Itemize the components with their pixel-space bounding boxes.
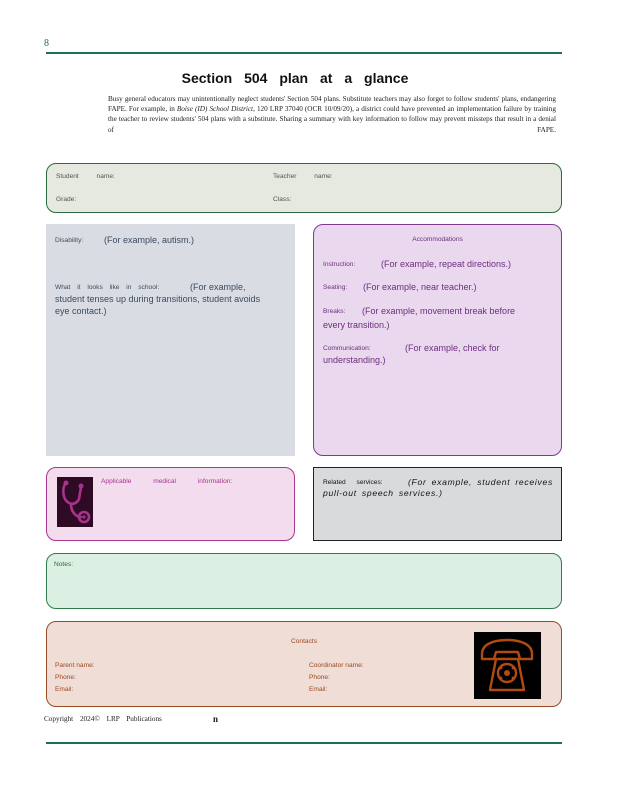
in-school-label: What it looks like in school: <box>55 284 160 291</box>
coordinator-phone-label: Phone: <box>309 674 330 681</box>
telephone-icon <box>474 632 541 699</box>
student-info-box <box>46 163 562 213</box>
page-number: 8 <box>44 38 49 49</box>
communication-label: Communication: <box>323 345 371 352</box>
footer-mark: n <box>213 714 219 724</box>
coordinator-email-label: Email: <box>309 686 328 693</box>
instruction-label: Instruction: <box>323 261 356 268</box>
breaks-example-2: every transition.) <box>323 320 390 330</box>
intro-text-1: Busy general educators may unintentionally neglect students' Section 504 plans. Substitute teachers may also forget to follow students' plans, endangering FAPE. For example, in <box>108 95 556 114</box>
parent-email-label: Email: <box>55 686 74 693</box>
breaks-label: Breaks: <box>323 308 346 315</box>
page-title: Section 504 plan at a glance <box>181 70 409 86</box>
breaks-example-1: (For example, movement break before <box>362 306 516 316</box>
accommodations-title: Accommodations <box>412 236 463 243</box>
teacher-name-label: Teacher name: <box>273 173 333 180</box>
communication-example-2: understanding.) <box>323 355 386 365</box>
medical-info-box <box>46 467 295 541</box>
disability-example: (For example, autism.) <box>104 235 195 245</box>
disability-box <box>46 224 295 456</box>
communication-example-1: (For example, check for <box>405 343 500 353</box>
grade-label: Grade: <box>56 196 77 203</box>
stethoscope-icon <box>57 477 93 527</box>
intro-case-name: Boise (ID) School District <box>176 105 254 114</box>
in-school-example-1: (For example, <box>190 282 246 292</box>
contacts-box <box>46 621 562 707</box>
accommodations-box <box>313 224 562 456</box>
class-label: Class: <box>273 196 292 203</box>
related-services-example-2: pull-out speech services.) <box>323 488 443 498</box>
related-services-box <box>313 467 562 541</box>
disability-label: Disability: <box>55 237 84 244</box>
in-school-example-2: student tenses up during transitions, student avoids eye contact.) <box>55 294 261 316</box>
notes-label: Notes: <box>54 561 74 568</box>
parent-name-label: Parent name: <box>55 662 95 669</box>
instruction-example: (For example, repeat directions.) <box>381 259 512 269</box>
related-services-example-1: (For example, student receives <box>408 477 553 487</box>
footer-rule <box>46 742 562 744</box>
intro-paragraph <box>108 94 556 135</box>
notes-box <box>46 553 562 609</box>
coordinator-name-label: Coordinator name: <box>309 662 364 669</box>
copyright-text: Copyright 2024© LRP Publications <box>44 715 162 723</box>
contacts-title: Contacts <box>290 638 318 645</box>
parent-phone-label: Phone: <box>55 674 76 681</box>
medical-info-label: Applicable medical information: <box>101 478 233 485</box>
student-name-label: Student name: <box>56 173 115 180</box>
header-rule <box>46 52 562 54</box>
seating-label: Seating: <box>323 284 348 291</box>
related-services-label: Related services: <box>323 479 383 486</box>
seating-example: (For example, near teacher.) <box>363 282 477 292</box>
intro-text-2: , 120 LRP 37040 (OCR 10/09/20), a district could have prevented an implementation failure by training the teacher to review students' 504 plans with a substitute. Sharing a summary with key information to follow may prevent missteps that result in a denial of FAPE. <box>108 105 556 134</box>
